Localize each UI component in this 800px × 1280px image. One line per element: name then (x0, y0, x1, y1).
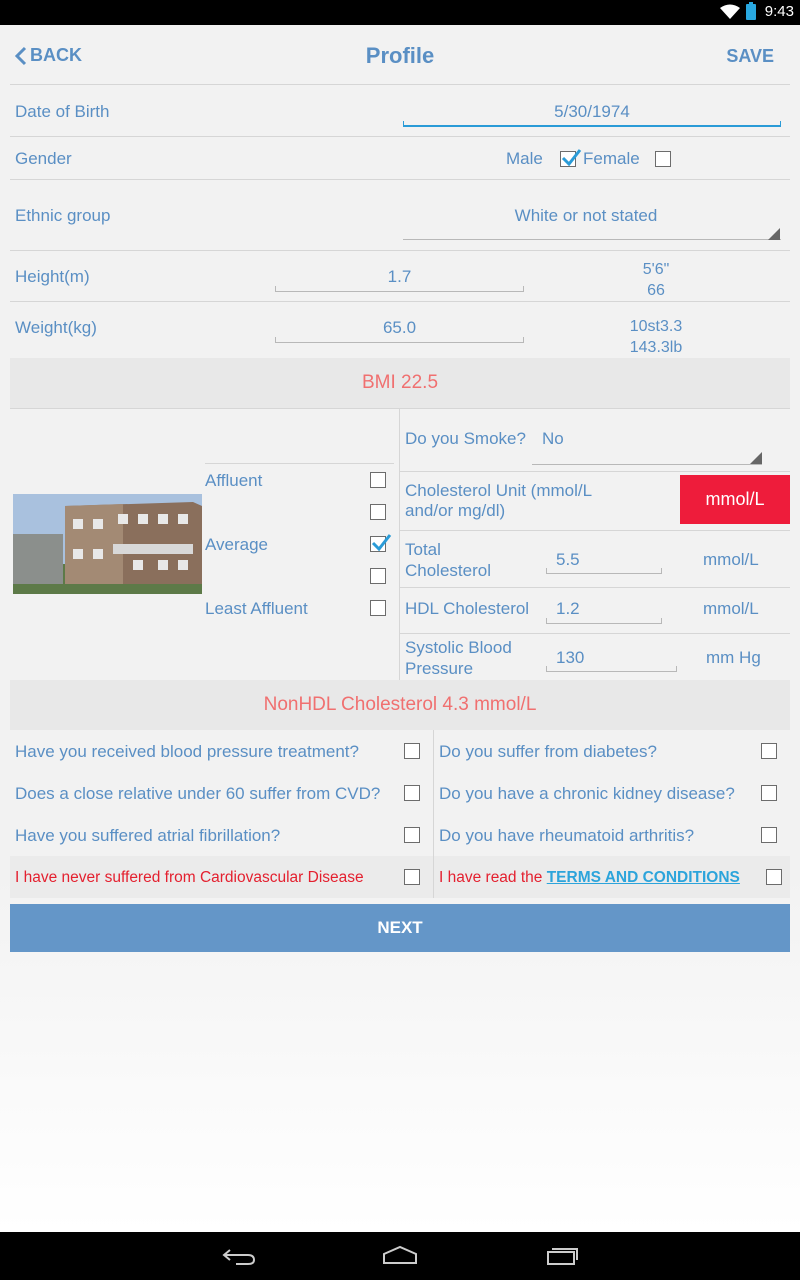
total-chol-label-2: Cholesterol (405, 561, 491, 580)
affluence-option-least-label: Least Affluent (205, 599, 308, 618)
weight-input[interactable]: 65.0 (382, 318, 417, 337)
ethnic-spinner[interactable]: White or not stated (514, 206, 658, 225)
terms-checkbox[interactable] (766, 869, 782, 885)
total-chol-unit: mmol/L (703, 550, 759, 569)
terms-row (439, 869, 740, 887)
ethnic-spinner-underline (403, 239, 781, 240)
action-bar (0, 25, 800, 85)
total-chol-label-1: Total (405, 540, 441, 559)
weight-label: Weight(kg) (15, 318, 97, 337)
back-label: BACK (30, 45, 82, 65)
gender-female-checkbox[interactable] (655, 151, 671, 167)
smoke-spinner[interactable]: No (542, 429, 564, 448)
q-relative-cvd-checkbox[interactable] (404, 785, 420, 801)
weight-imperial-lb: 143.3lb (629, 339, 683, 353)
checkmark-icon (370, 531, 392, 553)
system-nav-bar (0, 1232, 800, 1280)
q-kidney-label: Do you have a chronic kidney disease? (439, 784, 735, 803)
divider (10, 301, 790, 302)
smoke-label: Do you Smoke? (405, 429, 526, 448)
divider (10, 179, 790, 180)
nonhdl-band: NonHDL Cholesterol 4.3 mmol/L (10, 680, 790, 730)
battery-icon (746, 4, 756, 20)
divider (400, 471, 790, 472)
recents-nav-icon[interactable] (546, 1244, 580, 1266)
clock: 9:43 (764, 3, 794, 20)
chol-unit-label-1: Cholesterol Unit (mmol/L (405, 481, 593, 500)
height-label: Height(m) (15, 267, 90, 286)
dropdown-arrow-icon (750, 452, 762, 464)
wifi-icon (720, 4, 740, 20)
q-diabetes-checkbox[interactable] (761, 743, 777, 759)
weight-imperial-st: 10st3.3 (629, 318, 683, 335)
height-imperial-in: 66 (647, 282, 665, 299)
checkmark-icon (560, 146, 582, 168)
divider-vertical (399, 408, 400, 680)
affluence-option-affluent-checkbox[interactable] (370, 472, 386, 488)
ethnic-label: Ethnic group (15, 206, 111, 225)
q-arthritis-checkbox[interactable] (761, 827, 777, 843)
q-arthritis-label: Do you have rheumatoid arthritis? (439, 826, 695, 845)
q-bp-treatment-label: Have you received blood pressure treatment? (15, 742, 359, 761)
save-button[interactable]: SAVE (726, 46, 774, 66)
dob-field-underline (403, 121, 781, 127)
gender-male-checkbox[interactable] (560, 151, 576, 167)
q-bp-treatment-checkbox[interactable] (404, 743, 420, 759)
next-button[interactable]: NEXT (10, 904, 790, 952)
q-atrial-checkbox[interactable] (404, 827, 420, 843)
divider (400, 587, 790, 588)
divider (10, 408, 790, 409)
q-never-cvd-label: I have never suffered from Cardiovascular Disease (15, 869, 364, 886)
gender-female-label: Female (583, 149, 640, 168)
chol-unit-label-2: and/or mg/dl) (405, 501, 506, 520)
q-atrial-label: Have you suffered atrial fibrillation? (15, 826, 281, 845)
divider (10, 84, 790, 85)
hdl-label: HDL Cholesterol (405, 599, 530, 618)
height-input[interactable]: 1.7 (387, 267, 412, 286)
bmi-band: BMI 22.5 (10, 358, 790, 408)
affluence-option-4-checkbox[interactable] (370, 568, 386, 584)
page-title: Profile (365, 43, 435, 68)
divider (10, 250, 790, 251)
divider (400, 530, 790, 531)
systolic-underline (546, 666, 677, 672)
systolic-unit: mm Hg (706, 648, 761, 667)
affluence-option-least-checkbox[interactable] (370, 600, 386, 616)
terms-prefix: I have read the (439, 869, 547, 886)
systolic-label-1: Systolic Blood (405, 638, 512, 657)
app-screen (0, 25, 800, 1232)
q-kidney-checkbox[interactable] (761, 785, 777, 801)
housing-photo (13, 494, 202, 594)
q-diabetes-label: Do you suffer from diabetes? (439, 742, 657, 761)
affluence-option-affluent-label: Affluent (205, 471, 263, 490)
q-never-cvd-checkbox[interactable] (404, 869, 420, 885)
gender-label: Gender (15, 149, 72, 168)
affluence-option-average-label: Average (205, 535, 269, 554)
hdl-input[interactable]: 1.2 (556, 599, 580, 618)
back-nav-icon[interactable] (222, 1246, 256, 1266)
home-nav-icon[interactable] (382, 1245, 418, 1265)
total-chol-underline (546, 568, 662, 574)
hdl-unit: mmol/L (703, 599, 759, 618)
smoke-spinner-underline (532, 464, 762, 465)
q-relative-cvd-label: Does a close relative under 60 suffer from CVD? (15, 784, 381, 803)
divider (10, 136, 790, 137)
status-bar (0, 0, 800, 25)
divider (400, 633, 790, 634)
cholesterol-unit-button[interactable]: mmol/L (680, 475, 790, 524)
dropdown-arrow-icon (768, 228, 780, 240)
dob-field[interactable]: 5/30/1974 (554, 102, 630, 121)
affluence-option-2-checkbox[interactable] (370, 504, 386, 520)
systolic-input[interactable]: 130 (556, 648, 585, 667)
divider-vertical (433, 856, 434, 898)
affluence-option-average-checkbox[interactable] (370, 536, 386, 552)
terms-link[interactable]: TERMS AND CONDITIONS (546, 869, 740, 886)
divider (205, 463, 394, 464)
gender-male-label: Male (506, 149, 543, 168)
weight-input-underline (275, 337, 524, 343)
height-input-underline (275, 286, 524, 292)
height-imperial-ft: 5'6" (642, 261, 670, 278)
dob-label: Date of Birth (15, 102, 110, 121)
total-chol-input[interactable]: 5.5 (556, 550, 580, 569)
hdl-underline (546, 618, 662, 624)
systolic-label-2: Pressure (405, 659, 474, 678)
